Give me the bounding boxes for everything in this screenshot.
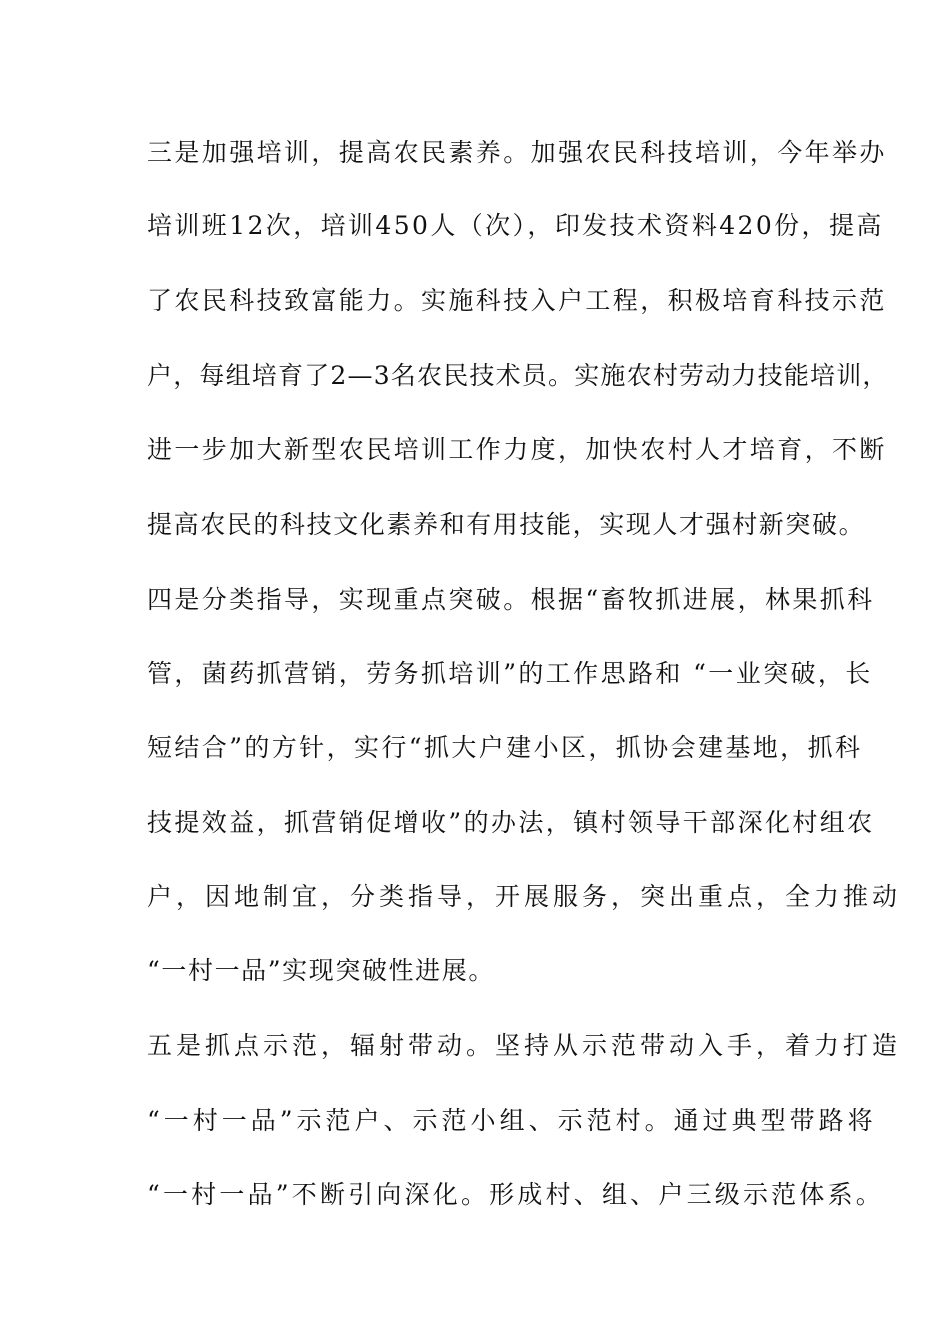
text-line: 管，菌药抓营销，劳务抓培训”的工作思路和 “一业突破，长 <box>147 659 873 688</box>
text-line: 提高农民的科技文化素养和有用技能，实现人才强村新突破。 <box>147 510 866 539</box>
text-line: 了农民科技致富能力。实施科技入户工程，积极培育科技示范 <box>147 286 887 315</box>
text-line: 户，因地制宜，分类指导，开展服务，突出重点，全力推动 <box>147 882 902 911</box>
text-line: 进一步加大新型农民培训工作力度，加快农村人才培育，不断 <box>147 435 887 464</box>
text-line: 三是加强培训，提高农民素养。加强农民科技培训，今年举办 <box>147 138 887 167</box>
text-line: 短结合”的方针，实行“抓大户建小区，抓协会建基地，抓科 <box>147 733 863 762</box>
text-line: 五是抓点示范，辐射带动。坚持从示范带动入手，着力打造 <box>147 1031 902 1060</box>
text-line: “一村一品”不断引向深化。形成村、组、户三级示范体系。 <box>147 1180 884 1209</box>
text-line: “一村一品”实现突破性进展。 <box>147 956 495 985</box>
text-line: 四是分类指导，实现重点突破。根据“畜牧抓进展，林果抓科 <box>147 585 875 614</box>
text-line: 户，每组培育了2—3名农民技术员。实施农村劳动力技能培训， <box>147 361 889 390</box>
text-line: “一村一品”示范户、示范小组、示范村。通过典型带路将 <box>147 1106 877 1135</box>
text-line: 培训班12次，培训450人（次），印发技术资料420份，提高 <box>147 211 884 240</box>
text-line: 技提效益，抓营销促增收”的办法，镇村领导干部深化村组农 <box>147 808 875 837</box>
